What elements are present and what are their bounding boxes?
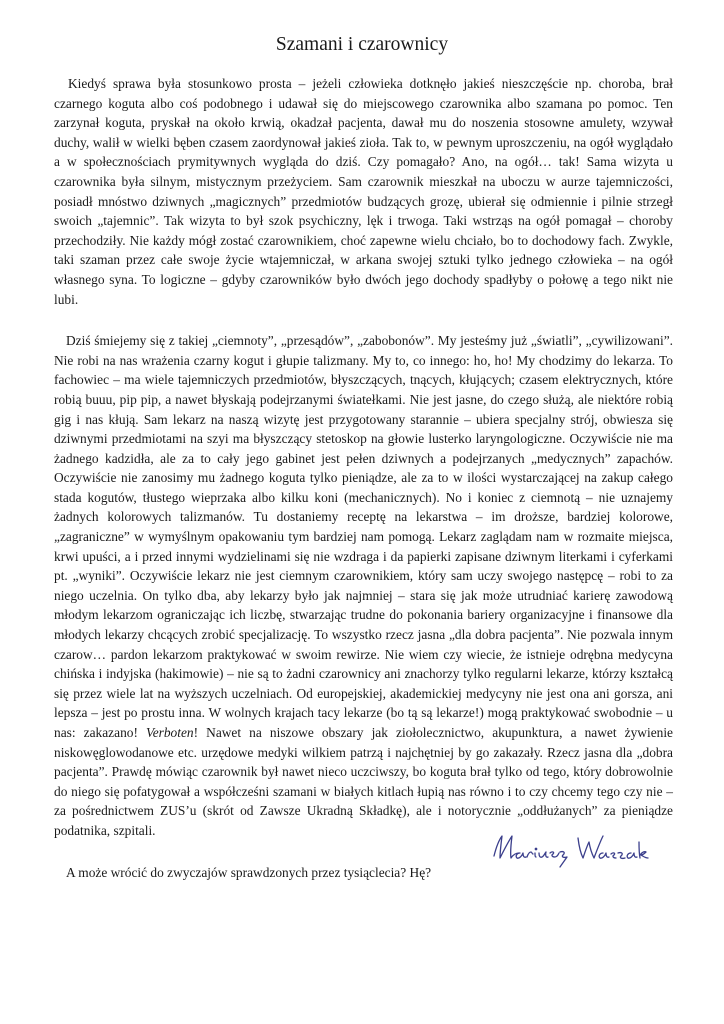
article-body [54,74,673,904]
paragraph-3-text: A może wrócić do zwyczajów sprawdzonych przez tysiąclecia? Hę? [66,864,432,880]
page-title: Szamani i czarownicy [275,34,449,55]
paragraph-1 [54,74,673,309]
paragraph-2-emphasis: Verboten [146,725,194,740]
handwritten-signature [486,822,656,872]
paragraph-1-text: Kiedyś sprawa była stosunkowo prosta – jeżeli człowieka dotknęło jakieś nieszczęście np. choroba, brał czarnego koguta albo coś podobnego i udawał się do miejscowego czarownika albo szamana po pomoc. Ten zarzynał koguta, pryskał na około krwią, okadzał pacjenta, dawał mu do noszenia stosowne amulety, wzywał duchy, walił w wielki bęben czasem zaordynował jakieś zioła. Tak to, w pewnym uproszczeniu, na ogół wyglądało a w społecznościach prymitywnych wygląda do dziś. Czy pomagało? Ano, na ogół… tak! Sama wizyta u czarownika była silnym, mistycznym przeżyciem. Sam czarownik mieszkał na uboczu w aurze tajemniczości, posiadł mnóstwo dziwnych „magicznych” przedmiotów budzących grozę, ubierał się odmiennie i pilnie strzegł swoich „tajemnic”. Tak wizyta to był szok psychiczny, lęk i trwoga. Taki wstrząs na ogół pomagał – choroby przechodziły. Nie każdy mógł zostać czarownikiem, choć zapewne wielu chciało, bo to dochodowy fach. Zwykle, taki szaman przez całe swoje życie wtajemniczał, w arkana swojej sztuki tylko jednego człowieka – na ogół własnego syna. To logiczne – gdyby czarowników było dwóch jego dochody spadłyby o połowę a tego nikt nie lubi. [54,76,673,307]
paragraph-2-text-start: Dziś śmiejemy się z takiej „ciemnoty”, „przesądów”, „zabobonów”. My jesteśmy już „światli”, „cywilizowani”. Nie robi na nas wrażenia czarny kogut i głupie talizmany. My to, co innego: ho, ho! My chodzimy do lekarza. To fachowiec – ma wiele tajemniczych przedmiotów, błyszczących, tnących, kłujących; czasem elektrycznych, które robią buuu, pip pip, a nawet błyskają podejrzanymi światełkami. Nie jest jasne, do czego służą, ale niektóre robią gig i nas kłują. Sam lekarz na naszą wizytę jest przygotowany starannie – ubiera specjalny strój, obwiesza się dziwnymi przedmiotami na szyi ma błyszczący stetoskop na głowie lusterko laryngologiczne. Oczywiście nie ma żadnego kadzidła, ale za to cały jego gabinet jest pełen dziwnych a podejrzanych „medycznych” zapachów. Oczywiście nie zanosimy mu żadnego koguta tylko pieniądze, ale za to w ilości wystarczającej na zakup całego stada kogutów, tłustego wieprzaka albo kilku koni (mechanicznych). No i koniec z ciemnotą – nie uznajemy żadnych kolorowych talizmanów. Tu dostaniemy receptę na lekarstwa – im droższe, bardziej kolorowe, „zagraniczne” w wymyślnym opakowaniu tym bardziej nam pomogą. Lekarz zaglądam nam w rozmaite miejsca, krwi upuści, a i przed innymi wydzielinami się nie wzdraga i da papierki zapisane dziwnym literkami i cyferkami pt. „wyniki”. Oczywiście lekarz nie jest ciemnym czarownikiem, który sam uczy swojego następcę – robi to za niego uczelnia. On tylko dba, aby lekarzy było jak najmniej – stara się jak może utrudniać karierę zawodową młodym lekarzom ograniczając ich liczbę, stwarzając trudne do pokonania bariery organizacyjne i finansowe dla młodych lekarzy chcących zrobić specjalizację. To wszystko rzecz jasna „dla dobra pacjenta”. Nie pozwala innym czarow… pardon lekarzom praktykować w swoim rewirze. Nie wiem czy wiecie, że istnieje odrębna medycyna chińska i indyjska (hakimowie) – nie są to żadni czarownicy ani znachorzy tylko regularni lekarze, którzy kształcą się przez wiele lat na wyższych uczelniach. Od europejskiej, akademickiej medycyny nie jest ona ani gorsza, ani lepsza – jest po prostu inna. W wolnych krajach tacy lekarze (bo tą są lekarze!) mogą praktykować swobodnie – u nas: zakazano! [54,333,673,740]
paragraph-2 [54,331,673,840]
paragraph-2-text-end: ! Nawet na niszowe obszary jak ziołolecznictwo, akupunktura, a nawet żywienie niskowęglowodanowe etc. urzędowe medyki wilkiem patrzą i najchętniej by go zakazały. Rzecz jasna dla „dobra pacjenta”. Prawdę mówiąc czarownik był nawet nieco uczciwszy, bo koguta brał tylko od tego, który dobrowolnie do niego się pofatygował a współcześni szamani w białych kitlach łupią nas równo i to czy chcemy tego czy nie – za pośrednictwem ZUS’u (skrót od Zawsze Ukradną Składkę), ale i notorycznie „oddłużanych” za pieniądze podatnika, szpitali. [54,725,673,838]
